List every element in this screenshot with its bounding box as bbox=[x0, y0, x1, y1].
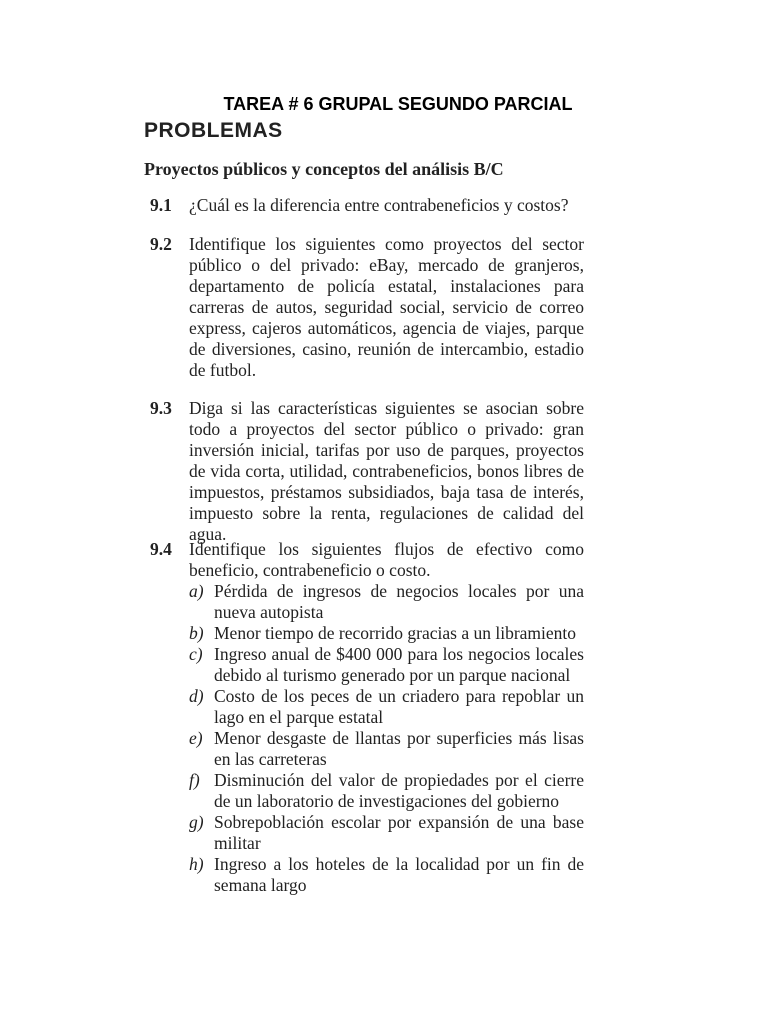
sub-item-g bbox=[189, 812, 584, 854]
problem-number: 9.4 bbox=[150, 539, 172, 559]
sub-item-letter: f) bbox=[189, 770, 200, 790]
sub-item-a bbox=[189, 581, 584, 623]
sub-item-c bbox=[189, 644, 584, 686]
problem-9-4 bbox=[144, 539, 584, 896]
sub-item-letter: b) bbox=[189, 623, 204, 643]
problem-text: Identifique los siguientes flujos de efectivo como beneficio, contrabeneficio o costo. bbox=[189, 539, 584, 580]
sub-item-d bbox=[189, 686, 584, 728]
subsection-heading: Proyectos públicos y conceptos del análisis B/C bbox=[144, 159, 504, 179]
sub-item-text: Pérdida de ingresos de negocios locales por una nueva autopista bbox=[214, 581, 584, 622]
problem-9-2 bbox=[144, 234, 584, 381]
sub-item-letter: e) bbox=[189, 728, 203, 748]
sub-item-text: Ingreso anual de $400 000 para los negocios locales debido al turismo generado por un parque nacional bbox=[214, 644, 584, 685]
section-heading: PROBLEMAS bbox=[144, 119, 283, 142]
problem-text: Identifique los siguientes como proyectos del sector público o del privado: eBay, mercado de granjeros, departamento de policía estatal, instalaciones para carreras de autos, seguridad social, servicio de correo express, cajeros automáticos, agencia de viajes, parque de diversiones, casino, reunión de intercambio, estadio de futbol. bbox=[189, 234, 584, 380]
sub-item-letter: c) bbox=[189, 644, 203, 664]
sub-item-text: Sobrepoblación escolar por expansión de una base militar bbox=[214, 812, 584, 853]
sub-item-b bbox=[189, 623, 584, 644]
sub-item-f bbox=[189, 770, 584, 812]
sub-item-text: Costo de los peces de un criadero para repoblar un lago en el parque estatal bbox=[214, 686, 584, 727]
sub-item-letter: g) bbox=[189, 812, 204, 832]
sub-item-list bbox=[189, 581, 584, 896]
problem-number: 9.3 bbox=[150, 398, 172, 418]
sub-item-letter: d) bbox=[189, 686, 204, 706]
sub-item-letter: a) bbox=[189, 581, 204, 601]
document-title: TAREA # 6 GRUPAL SEGUNDO PARCIAL bbox=[223, 94, 573, 114]
problem-9-1 bbox=[144, 195, 584, 216]
sub-item-text: Menor desgaste de llantas por superficies más lisas en las carreteras bbox=[214, 728, 584, 769]
sub-item-e bbox=[189, 728, 584, 770]
problem-9-3 bbox=[144, 398, 584, 545]
problem-text: Diga si las características siguientes se asocian sobre todo a proyectos del sector público o privado: gran inversión inicial, tarifas por uso de parques, proyectos de vida corta, utilidad, contrabeneficios, bonos libres de impuestos, préstamos subsidiados, baja tasa de interés, impuesto sobre la renta, regulaciones de calidad del agua. bbox=[189, 398, 584, 544]
sub-item-letter: h) bbox=[189, 854, 204, 874]
problem-number: 9.2 bbox=[150, 234, 172, 254]
sub-item-text: Disminución del valor de propiedades por el cierre de un laboratorio de investigaciones del gobierno bbox=[214, 770, 584, 811]
sub-item-text: Ingreso a los hoteles de la localidad por un fin de semana largo bbox=[214, 854, 584, 895]
problem-text: ¿Cuál es la diferencia entre contrabeneficios y costos? bbox=[189, 195, 569, 215]
problem-number: 9.1 bbox=[150, 195, 172, 215]
sub-item-h bbox=[189, 854, 584, 896]
sub-item-text: Menor tiempo de recorrido gracias a un libramiento bbox=[214, 623, 577, 643]
problem-text-block bbox=[189, 539, 584, 896]
